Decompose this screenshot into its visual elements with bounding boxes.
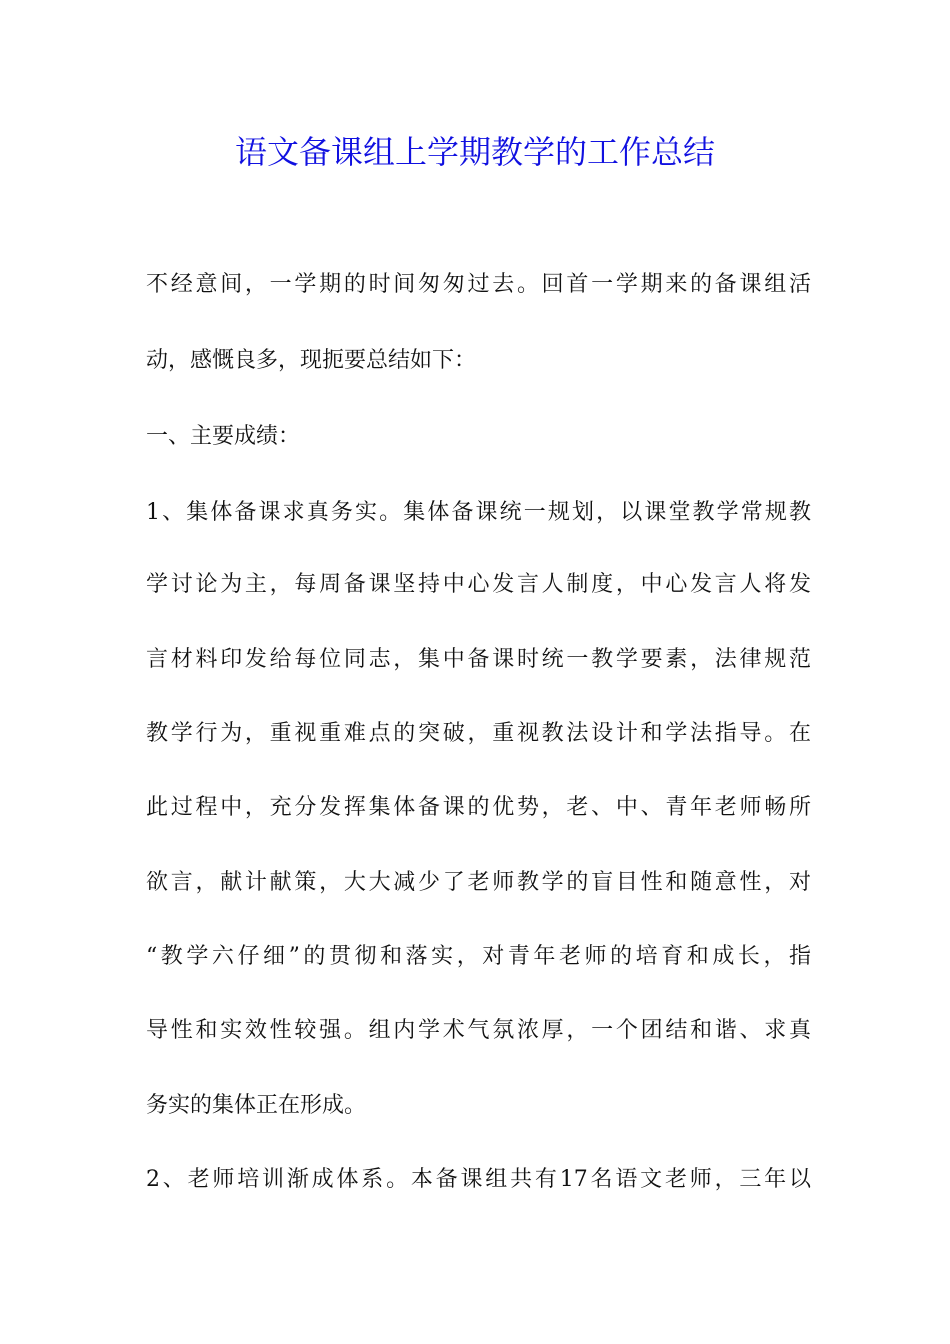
body-line: 导性和实效性较强。组内学术气氛浓厚，一个团结和谐、求真 bbox=[146, 1018, 811, 1043]
body-line: 动，感慨良多，现扼要总结如下： bbox=[146, 348, 477, 373]
body-line: “教学六仔细”的贯彻和落实，对青年老师的培育和成长，指 bbox=[146, 944, 811, 969]
body-line: 务实的集体正在形成。 bbox=[146, 1093, 367, 1118]
body-line: 言材料印发给每位同志，集中备课时统一教学要素，法律规范 bbox=[146, 647, 811, 672]
body-line: 此过程中，充分发挥集体备课的优势，老、中、青年老师畅所 bbox=[146, 795, 811, 820]
body-line: 学讨论为主，每周备课坚持中心发言人制度，中心发言人将发 bbox=[146, 572, 811, 597]
body-line: 不经意间，一学期的时间匆匆过去。回首一学期来的备课组活 bbox=[146, 272, 811, 297]
section-heading: 一、主要成绩： bbox=[146, 424, 301, 449]
document-title: 语文备课组上学期教学的工作总结 bbox=[234, 133, 715, 171]
body-line: 1、集体备课求真务实。集体备课统一规划，以课堂教学常规教 bbox=[146, 500, 811, 525]
body-line: 2、老师培训渐成体系。本备课组共有17名语文老师，三年以 bbox=[146, 1167, 811, 1192]
body-line: 欲言，献计献策，大大减少了老师教学的盲目性和随意性，对 bbox=[146, 870, 811, 895]
body-line: 教学行为，重视重难点的突破，重视教法设计和学法指导。在 bbox=[146, 721, 811, 746]
